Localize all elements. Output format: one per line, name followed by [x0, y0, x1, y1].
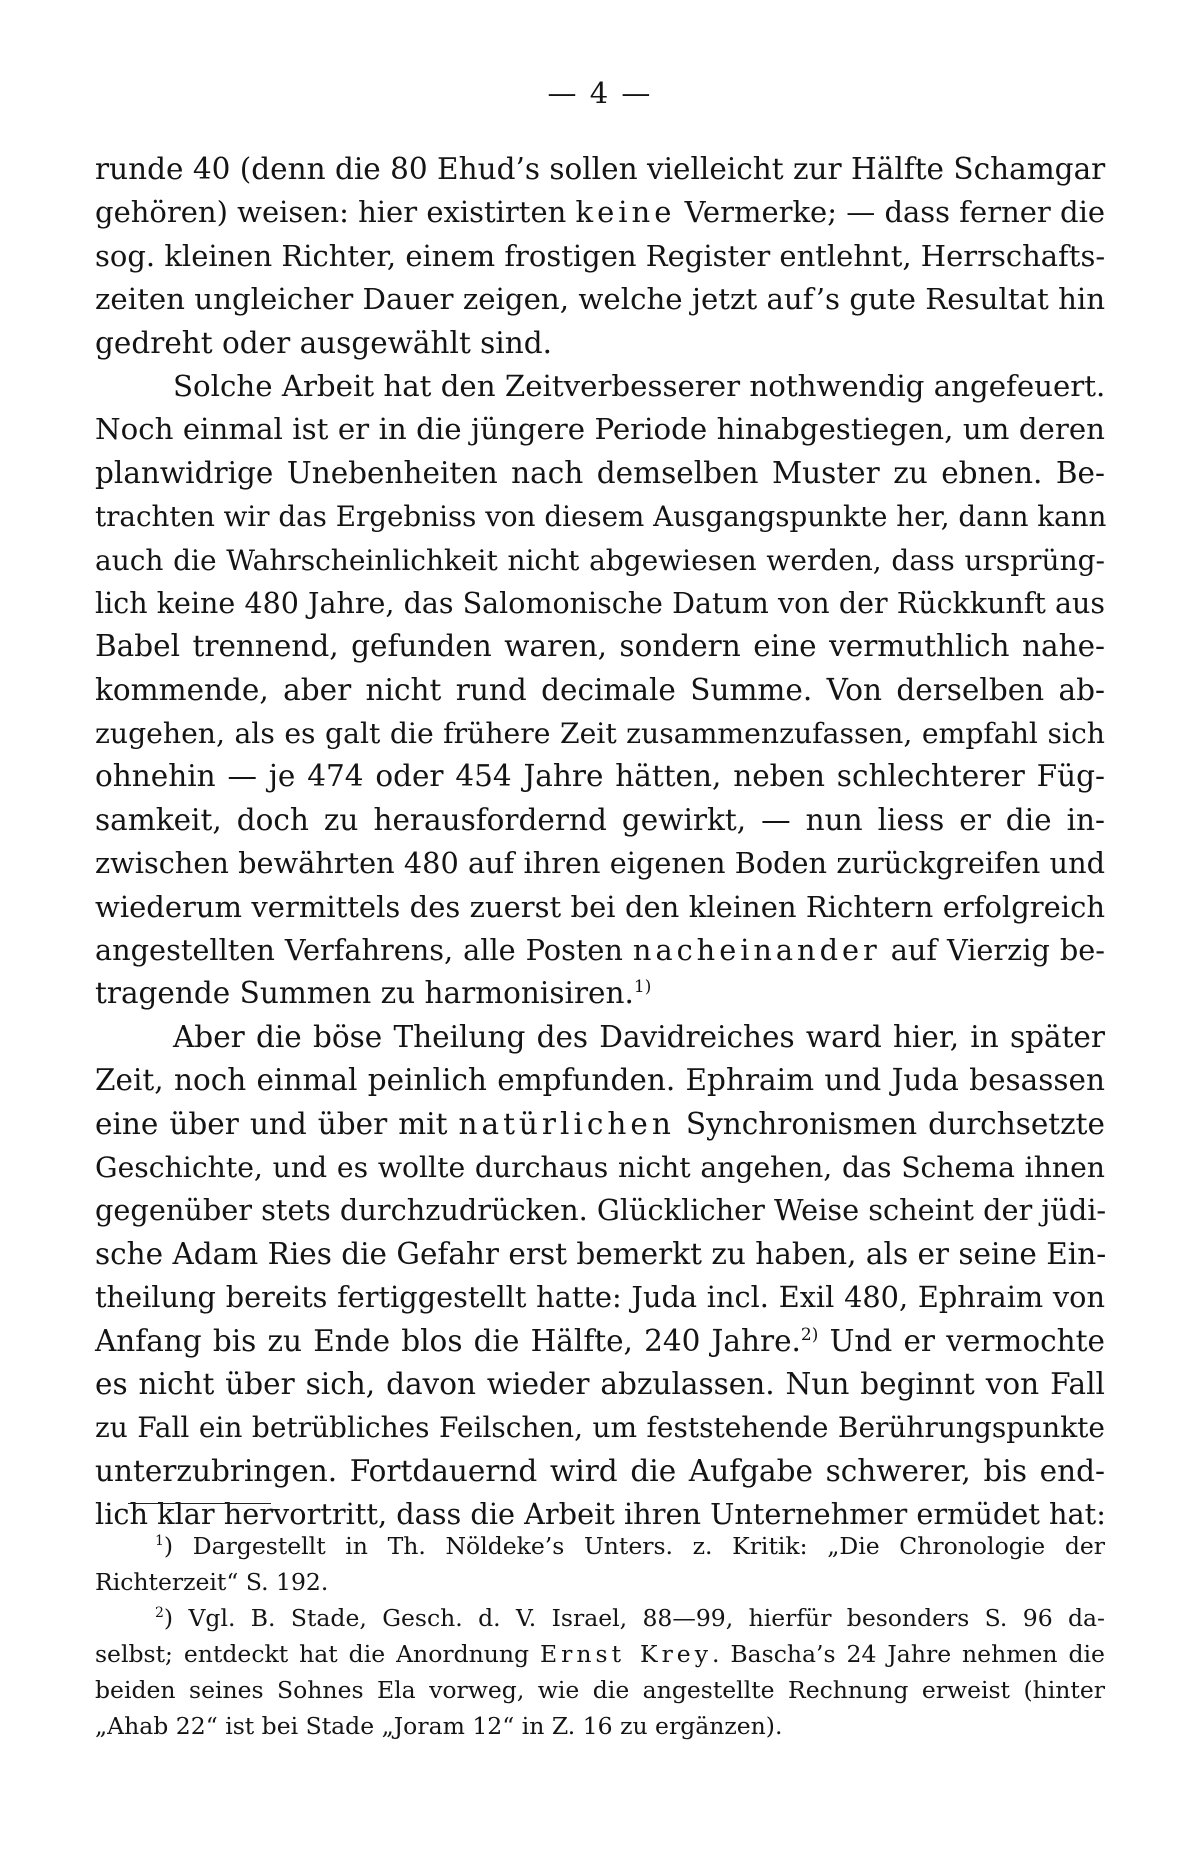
text-line: es nicht über sich, davon wieder abzulassen. Nun beginnt von Fall	[95, 1366, 1105, 1401]
text-line: zu Fall ein betrübliches Feilschen, um feststehende Berührungspunkte	[95, 1411, 1105, 1445]
footnote-marker: 1	[155, 1533, 164, 1549]
footnote-line: $^1$) Dargestellt in Th. Nöldeke’s Unters. z. Kritik: „Die Chronologie der	[155, 1532, 1105, 1560]
text-line: auch die Wahrscheinlichkeit nicht abgewiesen werden, dass ursprüng-	[95, 543, 1105, 577]
spaced-word: natürlichen	[458, 1106, 675, 1141]
footnote-line: $^2$) Vgl. B. Stade, Gesch. d. V. Israel, 88—99, hierfür besonders S. 96 da-	[155, 1604, 1105, 1632]
text-line: theilung bereits fertiggestellt hatte: Juda incl. Exil 480, Ephraim von	[95, 1280, 1105, 1315]
text-line: unterzubringen. Fortdauernd wird die Aufgabe schwerer, bis end-	[95, 1453, 1105, 1488]
footnote-ref: 2)	[800, 1324, 819, 1345]
text-line: runde 40 (denn die 80 Ehud’s sollen vielleicht zur Hälfte Schamgar	[95, 152, 1106, 186]
text-line: lich keine 480 Jahre, das Salomonische Datum von der Rückkunft aus	[95, 586, 1105, 620]
text-fragment: eine über und über mit	[95, 1106, 448, 1141]
text-fragment: Vermerke; — dass ferner die	[684, 195, 1106, 230]
spaced-word: keine	[575, 195, 676, 230]
footnote-line: Richterzeit“ S. 192.	[95, 1568, 329, 1596]
text-line: wiederum vermittels des zuerst bei den kleinen Richtern erfolgreich	[95, 889, 1105, 924]
text-line: zugehen, als es galt die frühere Zeit zusammenzufassen, empfahl sich	[95, 717, 1105, 751]
text-line: Zeit, noch einmal peinlich empfunden. Ephraim und Juda besassen	[95, 1063, 1105, 1098]
footnote-divider	[128, 1503, 271, 1504]
text-line: samkeit, doch zu herausfordernd gewirkt, — nun liess er die in-	[95, 802, 1105, 837]
text-line: trachten wir das Ergebniss von diesem Ausgangspunkte her, dann kann	[95, 500, 1107, 534]
footnote-line: selbst; entdeckt hat die Anordnung Ernst Krey. Bascha’s 24 Jahre nehmen die	[95, 1640, 1105, 1668]
text-line: lich klar hervortritt, dass die Arbeit ihren Unternehmer ermüdet hat:	[95, 1497, 1106, 1532]
text-line: Babel trennend, gefunden waren, sondern eine vermuthlich nahe-	[95, 629, 1105, 664]
text-line: kommende, aber nicht rund decimale Summe. Von derselben ab-	[95, 672, 1105, 707]
text-line: sog. kleinen Richter, einem frostigen Register entlehnt, Herrschafts-	[95, 238, 1106, 273]
text-line: Geschichte, und es wollte durchaus nicht angehen, das Schema ihnen	[95, 1150, 1105, 1184]
footnotes	[95, 1528, 1105, 1744]
footnote-line: beiden seines Sohnes Ela vorweg, wie die angestellte Rechnung erweist (hinter	[95, 1676, 1105, 1704]
text-line: Aber die böse Theilung des Davidreiches ward hier, in später	[173, 1019, 1105, 1054]
text-fragment: Und er vermochte	[829, 1323, 1105, 1358]
footnote-marker: 2	[155, 1605, 164, 1621]
text-line	[95, 191, 1105, 234]
text-line: zwischen bewährten 480 auf ihren eigenen Boden zurückgreifen und	[95, 846, 1105, 881]
spaced-word: Ernst Krey	[540, 1640, 712, 1668]
text-line	[95, 1320, 1105, 1363]
footnote-ref: 1)	[633, 977, 652, 998]
text-fragment: Anfang bis zu Ende blos die Hälfte, 240 Jahre.	[95, 1323, 801, 1358]
text-fragment: angestellten Verfahrens, alle Posten	[95, 933, 623, 968]
text-line: sche Adam Ries die Gefahr erst bemerkt zu haben, als er seine Ein-	[95, 1236, 1107, 1271]
text-line: gegenüber stets durchzudrücken. Glücklicher Weise scheint der jüdi-	[95, 1193, 1107, 1228]
text-line	[95, 929, 1105, 972]
text-line: zeiten ungleicher Dauer zeigen, welche jetzt auf’s gute Resultat hin	[95, 282, 1106, 317]
text-fragment: auf Vierzig be-	[890, 933, 1106, 968]
text-line: gedreht oder ausgewählt sind.	[95, 325, 553, 360]
text-line: planwidrige Unebenheiten nach demselben Muster zu ebnen. Be-	[95, 455, 1105, 490]
text-fragment: Synchronismen durchsetzte	[685, 1106, 1105, 1141]
text-line: Noch einmal ist er in die jüngere Periode hinabgestiegen, um deren	[95, 412, 1105, 447]
text-fragment: gehören) weisen: hier existirten	[95, 195, 567, 230]
text-line	[95, 1103, 1105, 1146]
spaced-word: nacheinander	[632, 933, 881, 968]
body-text	[95, 148, 1105, 1537]
text-line	[95, 972, 1105, 1015]
text-line: ohnehin — je 474 oder 454 Jahre hätten, neben schlechterer Füg-	[95, 759, 1105, 794]
text-fragment: tragende Summen zu harmonisiren.	[95, 976, 634, 1011]
page-number: — 4 —	[547, 76, 653, 110]
text-line: Solche Arbeit hat den Zeitverbesserer nothwendig angefeuert.	[173, 368, 1106, 403]
footnote-line: „Ahab 22“ ist bei Stade „Joram 12“ in Z. 16 zu ergänzen).	[95, 1712, 783, 1740]
